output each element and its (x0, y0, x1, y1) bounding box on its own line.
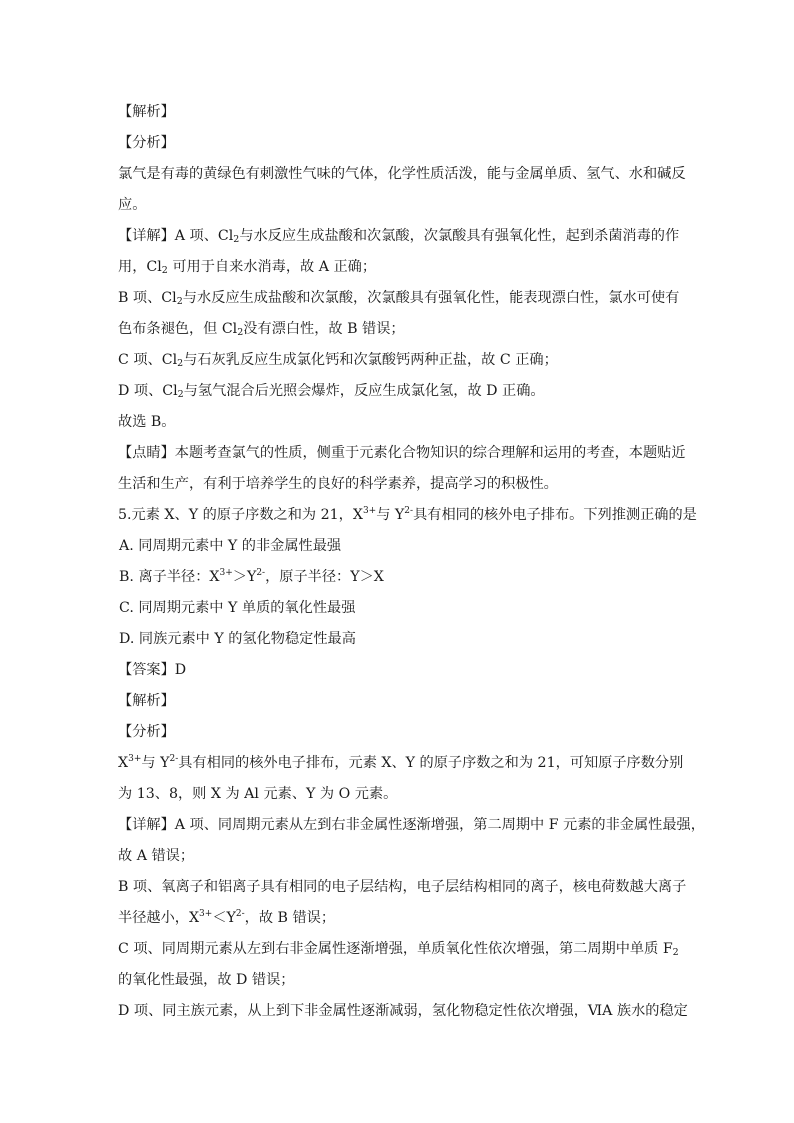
analysis-text-line: 应。 (118, 197, 147, 213)
text-run: 与石灰乳反应生成氯化钙和次氯酸钙两种正盐，故 C 正确； (183, 352, 558, 368)
text-run: 与 Y (376, 507, 405, 523)
answer-line: 【答案】D (118, 662, 187, 678)
detail-d-line (118, 379, 680, 404)
detail-2-a-line-2: 故 A 错误； (118, 848, 195, 864)
text-run: ＜Y (212, 910, 236, 926)
superscript: 3+ (219, 568, 233, 578)
text-run: 色布条褪色，但 Cl (118, 321, 238, 337)
section-header-jiexi: 【解析】 (118, 104, 175, 120)
section-header-jiexi: 【解析】 (118, 693, 175, 709)
superscript: 3+ (362, 506, 377, 516)
detail-a-line-2 (118, 255, 680, 280)
detail-2-b-line-2 (118, 906, 680, 931)
subscript: 2 (177, 389, 184, 400)
subscript: 2 (161, 265, 168, 276)
text-run: B. 离子半径：X (119, 569, 220, 585)
text-run: C 项、Cl (118, 352, 178, 368)
text-run: ，故 B 错误； (244, 910, 336, 926)
detail-c-line (118, 348, 680, 373)
conclusion-line: 故选 B。 (118, 414, 176, 430)
text-run: 具有相同的核外电子排布。下列推测正确的是 (413, 507, 697, 523)
text-run: ，原子半径：Y＞X (265, 569, 384, 585)
text-run: 可用于自来水消毒，故 A 正确； (167, 259, 377, 275)
option-c: C. 同周期元素中 Y 单质的氧化性最强 (119, 600, 356, 616)
superscript: 2- (169, 754, 179, 764)
text-run: 具有相同的核外电子排布，元素 X、Y 的原子序数之和为 21，可知原子序数分别 (178, 755, 684, 771)
detail-a-line-1 (118, 224, 680, 249)
text-run: 与氢气混合后光照会爆炸，反应生成氯化氢，故 D 正确。 (183, 383, 545, 399)
text-run: 半径越小，X (118, 910, 200, 926)
comment-line-2: 生活和生产，有利于培养学生的良好的科学素养，提高学习的积极性。 (118, 476, 558, 492)
text-run: 与 Y (141, 755, 170, 771)
superscript: 2- (235, 909, 245, 919)
text-run: D 项、Cl (118, 383, 178, 399)
analysis-text-line: 氯气是有毒的黄绿色有刺激性气味的气体，化学性质活泼，能与金属单质、氢气、水和碱反 (118, 166, 686, 182)
text-run: 与水反应生成盐酸和次氯酸，次氯酸具有强氧化性，起到杀菌消毒的作 (239, 228, 680, 244)
text-run: 5.元素 X、Y 的原子序数之和为 21，X (118, 507, 363, 523)
detail-b-line-1 (118, 286, 680, 311)
text-run: 与水反应生成盐酸和次氯酸，次氯酸具有强氧化性，能表现漂白性，氯水可使有 (182, 290, 680, 306)
analysis-2-line-1 (118, 751, 684, 776)
superscript: 2- (404, 506, 414, 516)
document-content (118, 100, 705, 1024)
detail-2-a-line-1: 【详解】A 项、同周期元素从左到右非金属性逐渐增强，第二周期中 F 元素的非金属性最强， (118, 817, 705, 833)
subscript: 2 (176, 296, 183, 307)
superscript: 3+ (128, 754, 142, 764)
detail-2-b-line-1: B 项、氧离子和铝离子具有相同的电子层结构，电子层结构相同的离子，核电荷数越大离子 (118, 879, 687, 895)
option-a: A. 同周期元素中 Y 的非金属性最强 (119, 538, 342, 554)
subscript: 2 (233, 234, 240, 245)
section-header-fenxi: 【分析】 (118, 135, 175, 151)
text-run: ＞Y (232, 569, 257, 585)
detail-2-d-line-1: D 项、同主族元素，从上到下非金属性逐渐减弱，氢化物稳定性依次增强，ⅥA 族水的稳定 (118, 1003, 688, 1019)
text-run: A 项、Cl (174, 228, 234, 244)
detail-b-line-2 (118, 317, 680, 342)
subscript: 2 (177, 358, 184, 369)
subscript: 2 (672, 947, 679, 958)
option-d: D. 同族元素中 Y 的氢化物稳定性最高 (119, 631, 356, 647)
analysis-2-line-2: 为 13、8，则 X 为 Al 元素、Y 为 O 元素。 (118, 786, 398, 802)
superscript: 2- (256, 568, 266, 578)
text-run: B 项、Cl (118, 290, 177, 306)
text-run: 没有漂白性，故 B 错误； (243, 321, 405, 337)
comment-line-1: 【点睛】本题考查氯气的性质，侧重于元素化合物知识的综合理解和运用的考查，本题贴近 (118, 445, 686, 461)
option-b (118, 565, 680, 590)
superscript: 3+ (199, 909, 213, 919)
subscript: 2 (237, 327, 244, 338)
text-run: C 项、同周期元素从左到右非金属性逐渐增强，单质氧化性依次增强，第二周期中单质 F (118, 941, 673, 957)
text-run: 用，Cl (118, 259, 162, 275)
question-5-stem (118, 503, 697, 528)
text-run: X (118, 755, 129, 771)
detail-2-c-line-2: 的氧化性最强，故 D 错误； (118, 972, 295, 988)
detail-2-c-line-1 (118, 937, 680, 962)
section-header-fenxi: 【分析】 (118, 724, 175, 740)
detail-tag: 【详解】 (118, 228, 175, 244)
